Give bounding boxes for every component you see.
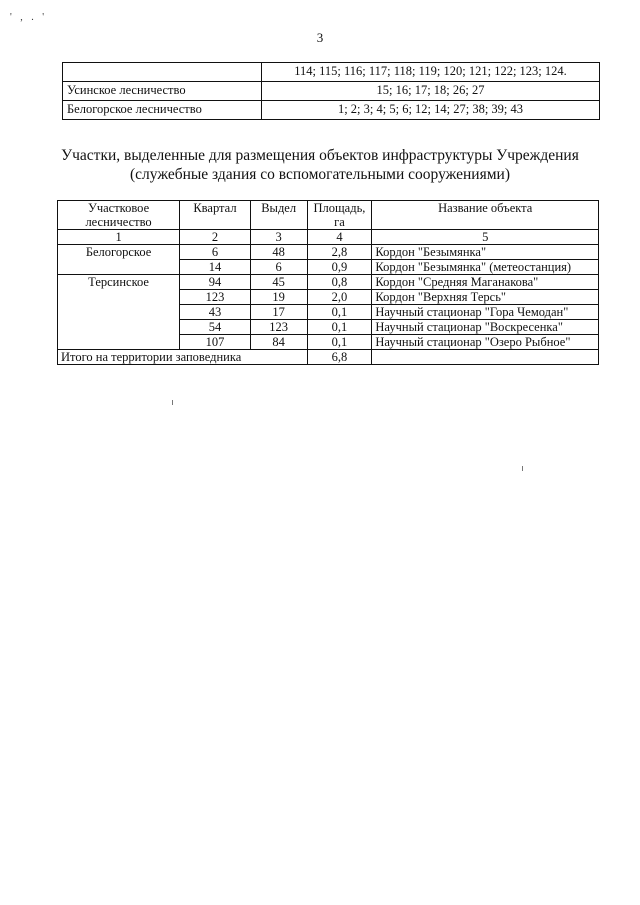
total-area: 6,8 <box>307 350 372 365</box>
section-subtitle-line: (служебные здания со вспомогательными сооружениями) <box>130 166 510 183</box>
table-row <box>63 82 600 101</box>
allotment-cell: 17 <box>250 305 307 320</box>
forestry-quarters-table <box>62 62 600 120</box>
forestry-name: Белогорское <box>58 245 180 275</box>
object-cell: Научный стационар "Озеро Рыбное" <box>372 335 599 350</box>
object-cell: Кордон "Безымянка" (метеостанция) <box>372 260 599 275</box>
allotment-cell: 123 <box>250 320 307 335</box>
total-label: Итого на территории заповедника <box>58 350 308 365</box>
header-quarter: Квартал <box>180 201 251 230</box>
area-cell: 0,1 <box>307 335 372 350</box>
numbering-row <box>58 230 599 245</box>
col-number: 5 <box>372 230 599 245</box>
table-row <box>63 101 600 120</box>
allotment-cell: 6 <box>250 260 307 275</box>
section-title <box>40 146 600 184</box>
object-cell: Кордон "Верхняя Терсь" <box>372 290 599 305</box>
table-row <box>58 275 599 290</box>
forestry-label: Усинское лесничество <box>63 82 262 101</box>
area-cell: 0,8 <box>307 275 372 290</box>
quarter-cell: 54 <box>180 320 251 335</box>
continuation-empty-cell <box>63 63 262 82</box>
forestry-label: Белогорское лесничество <box>63 101 262 120</box>
table-row <box>58 245 599 260</box>
scan-speck <box>172 400 173 405</box>
allotment-cell: 19 <box>250 290 307 305</box>
col-number: 3 <box>250 230 307 245</box>
col-number: 1 <box>58 230 180 245</box>
allotment-cell: 84 <box>250 335 307 350</box>
quarter-cell: 6 <box>180 245 251 260</box>
header-row <box>58 201 599 230</box>
area-cell: 0,1 <box>307 320 372 335</box>
col-number: 4 <box>307 230 372 245</box>
area-cell: 0,1 <box>307 305 372 320</box>
allotment-cell: 45 <box>250 275 307 290</box>
object-cell: Научный стационар "Гора Чемодан" <box>372 305 599 320</box>
allotment-cell: 48 <box>250 245 307 260</box>
page-number: 3 <box>316 30 324 45</box>
total-row <box>58 350 599 365</box>
header-forestry: Участковое лесничество <box>58 201 180 230</box>
continuation-values: 114; 115; 116; 117; 118; 119; 120; 121; 122; 123; 124. <box>262 63 600 82</box>
total-empty-cell <box>372 350 599 365</box>
object-cell: Кордон "Средняя Маганакова" <box>372 275 599 290</box>
col-number: 2 <box>180 230 251 245</box>
table-row <box>63 63 600 82</box>
quarter-cell: 123 <box>180 290 251 305</box>
area-cell: 2,8 <box>307 245 372 260</box>
quarter-values: 15; 16; 17; 18; 26; 27 <box>262 82 600 101</box>
area-cell: 0,9 <box>307 260 372 275</box>
scan-marks: ' , . ' <box>10 12 48 23</box>
infrastructure-table <box>57 200 599 365</box>
quarter-values: 1; 2; 3; 4; 5; 6; 12; 14; 27; 38; 39; 43 <box>262 101 600 120</box>
quarter-cell: 107 <box>180 335 251 350</box>
section-title-line: Участки, выделенные для размещения объектов инфраструктуры Учреждения <box>61 147 579 164</box>
scan-speck <box>522 466 523 471</box>
header-object: Название объекта <box>372 201 599 230</box>
area-cell: 2,0 <box>307 290 372 305</box>
quarter-cell: 43 <box>180 305 251 320</box>
forestry-name: Терсинское <box>58 275 180 350</box>
quarter-cell: 94 <box>180 275 251 290</box>
quarter-cell: 14 <box>180 260 251 275</box>
header-allotment: Выдел <box>250 201 307 230</box>
object-cell: Научный стационар "Воскресенка" <box>372 320 599 335</box>
header-area: Площадь, га <box>307 201 372 230</box>
object-cell: Кордон "Безымянка" <box>372 245 599 260</box>
